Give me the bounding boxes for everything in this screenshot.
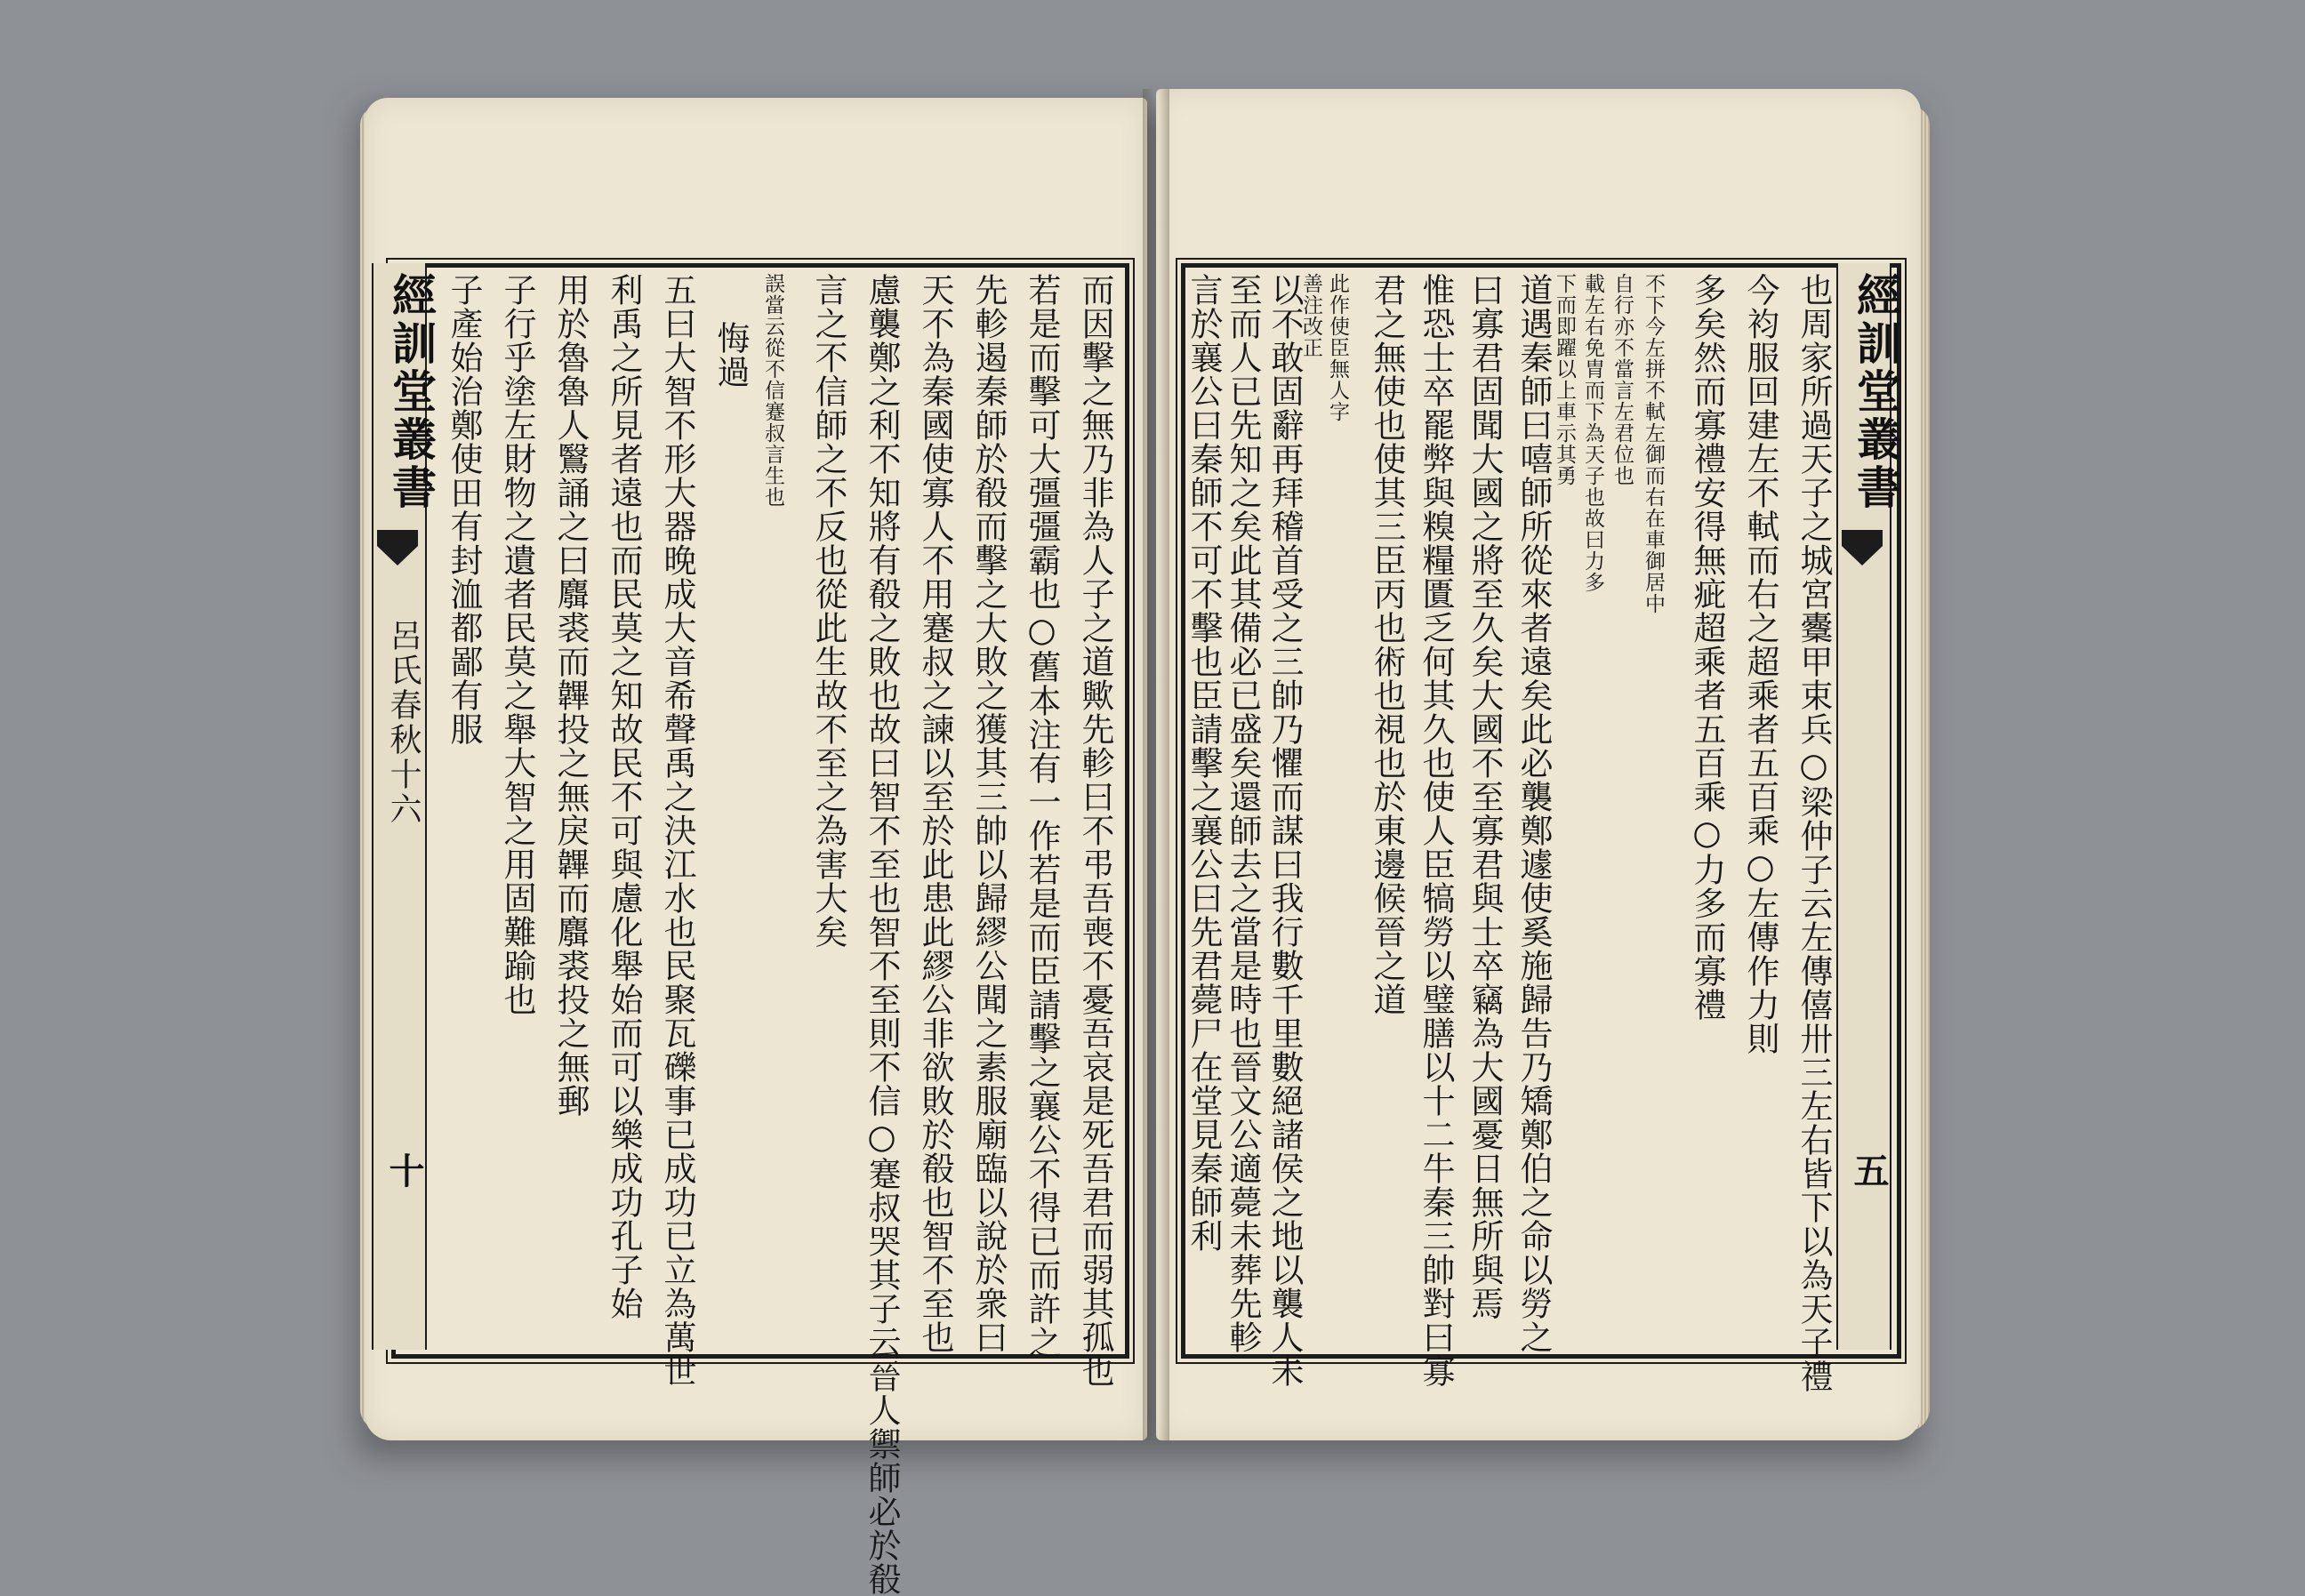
fish-tail-icon — [377, 530, 418, 583]
text-column: 子產始治鄭使田有封洫都鄙有服 — [445, 273, 483, 746]
text-column: 言之不信師之不反也從此生故不至之為害大矣 — [809, 273, 847, 949]
text-column: 言於襄公曰秦師不可不擊也臣請擊之襄公曰先君薨尸在堂見秦師利 — [1185, 273, 1223, 1253]
annotation-column: 不下今左拼不軾左御而右在車御居中 — [1642, 273, 1665, 614]
annotation-column: 自行亦不當言左君位也 — [1610, 273, 1634, 486]
annotation-column: 誤當云從不信蹇叔言生也 — [761, 273, 784, 508]
book-title: 經訓堂叢書 — [385, 272, 438, 512]
fish-tail-icon — [1842, 530, 1883, 583]
text-column: 五曰大智不形大器晚成大音希聲禹之決江水也民聚瓦礫事已成功已立為萬世 — [658, 273, 696, 1388]
annotation-column: 下而即躍以上車示其勇 — [1553, 273, 1576, 486]
annotation-column: 此作使臣無人字 — [1326, 273, 1349, 422]
text-column: 利禹之所見者遠也而民莫之知故民不可與慮化舉始而可以樂成功孔子始 — [605, 273, 643, 1320]
text-column: 用於魯魯人鷖誦之曰麛裘而韠投之無戾韠而麛裘投之無郵 — [551, 273, 590, 1118]
text-column: 也周家所過天子之城宮櫜甲束兵○梁仲子云左傳僖卅三左右皆下以為天子禮 — [1795, 273, 1833, 1393]
text-column: 多矣然而寡禮安得無疵超乘者五百乘○力多而寡禮 — [1688, 273, 1726, 1022]
chapter-label: 呂氏春秋十六 — [385, 619, 422, 827]
text-column: 曰寡君固聞大國之將至久矣大國不至寡君與士卒竊為大國憂日無所與焉 — [1466, 273, 1504, 1320]
text-column: 先軫遏秦師於殽而擊之大敗之獲其三帥以歸繆公聞之素服廟臨以說於衆曰 — [969, 273, 1008, 1354]
text-column: 今袀服回建左不軾而右之超乘者五百乘○左傳作力則 — [1741, 273, 1779, 1055]
text-column: 君之無使也使其三臣丙也術也視也於東邊候晉之道 — [1368, 273, 1406, 1016]
book-spine — [1143, 89, 1169, 1440]
text-column: 惟恐士卒罷弊與糗糧匱乏何其久也使人臣犒勞以璧膳以十二牛秦三帥對曰寡 — [1417, 273, 1455, 1388]
text-column: 子行乎塗左財物之遺者民莫之舉大智之用固難踰也 — [498, 273, 536, 1016]
annotation-column: 善注改正 — [1299, 273, 1322, 358]
left-page-banner — [372, 263, 438, 1350]
text-column: 至而人已先知之矣此其備必已盛矣還師去之當是時也晉文公適薨未葬先軫 — [1224, 273, 1262, 1354]
right-page-banner — [1836, 263, 1902, 1350]
text-column: 若是而擊可大彊彊霸也○舊本注有一作若是而臣請擊之襄公不得已而許之 — [1023, 273, 1061, 1359]
page-number: 五 — [1848, 1152, 1890, 1188]
left-text-frame — [391, 263, 1129, 1596]
page-number: 十 — [383, 1152, 425, 1188]
annotation-column: 載左右免胄而下為天子也故曰力多 — [1581, 273, 1604, 593]
text-column: 慮襲鄭之利不知將有殽之敗也故曰智不至也智不至則不信○蹇叔哭其子云晉人禦師必於殽 — [863, 273, 901, 1596]
text-column: 而因擊之無乃非為人子之道歟先軫曰不弔吾喪不憂吾哀是死吾君而弱其孤也 — [1076, 273, 1114, 1388]
book-title: 經訓堂叢書 — [1850, 272, 1902, 512]
chapter-heading: 悔過 — [711, 321, 750, 389]
right-text-frame — [1181, 263, 1901, 1393]
text-column: 道遇秦師曰嘻師所從來者遠矣此必襲鄭遽使奚施歸告乃矯鄭伯之命以勞之 — [1514, 273, 1553, 1354]
text-column: 天不為秦國使寡人不用蹇叔之諫以至於此患此繆公非欲敗於殽也智不至也 — [916, 273, 954, 1354]
text-column: 以不敢固辭再拜稽首受之三帥乃懼而謀曰我行數千里數絕諸侯之地以襲人未 — [1265, 273, 1304, 1388]
